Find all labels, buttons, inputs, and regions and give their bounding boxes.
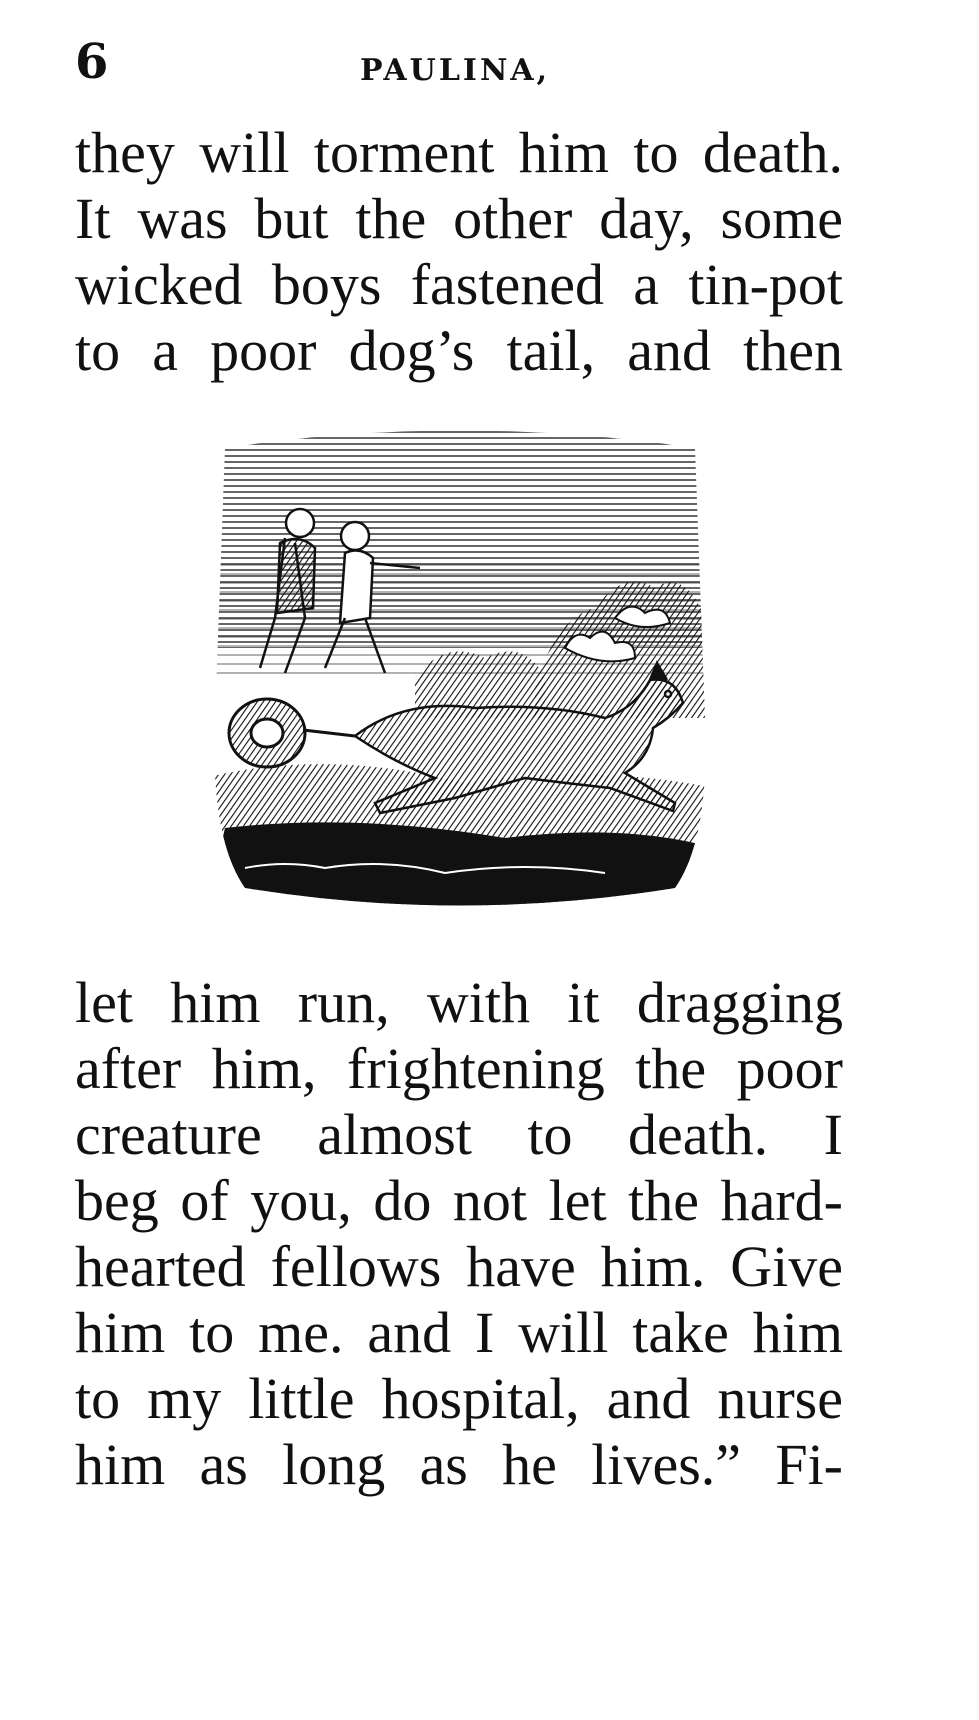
page-number: 6 [75, 34, 109, 90]
text-line: let him run, with it dragging [75, 970, 843, 1035]
text-block-bottom [75, 970, 843, 1498]
tin-pot [229, 699, 355, 767]
text-line: him to me. and I will take him [75, 1300, 843, 1365]
text-line: after him, frightening the poor [75, 1036, 843, 1101]
text-line: It was but the other day, some [75, 186, 843, 251]
text-line: to a poor dog’s tail, and then [75, 318, 843, 383]
text-line: beg of you, do not let the hard- [75, 1168, 843, 1233]
text-block-top [75, 120, 843, 384]
text-line: hearted fellows have him. Give [75, 1234, 843, 1299]
running-head: PAULINA, [360, 53, 551, 88]
text-line: creature almost to death. I [75, 1102, 843, 1167]
text-line: to my little hospital, and nurse [75, 1366, 843, 1431]
text-line: they will torment him to death. [75, 120, 843, 185]
text-line: him as long as he lives.” Fi- [75, 1432, 843, 1497]
woodcut-illustration [205, 418, 715, 913]
text-line: wicked boys fastened a tin-pot [75, 252, 843, 317]
